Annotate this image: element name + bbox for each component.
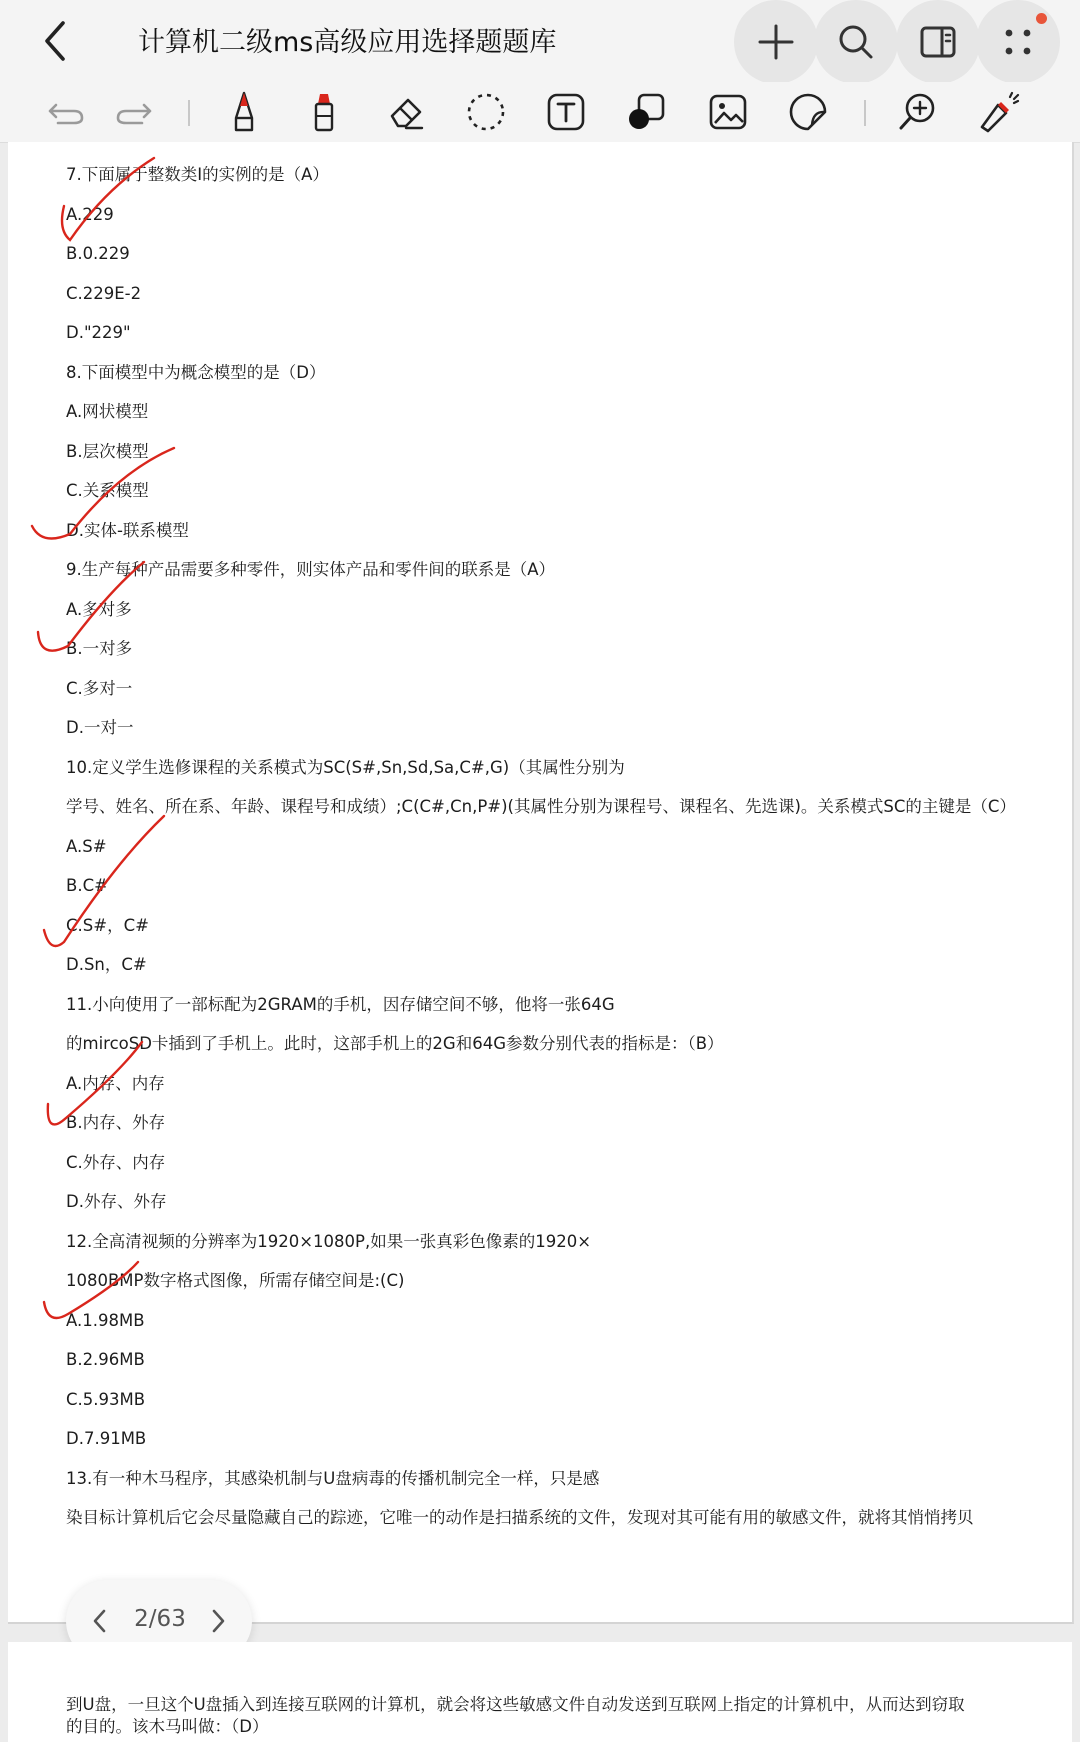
text-line: B.层次模型	[66, 441, 149, 461]
checkmark	[32, 448, 174, 539]
chevron-left-icon	[35, 17, 75, 65]
text-line: C.多对一	[66, 678, 133, 698]
text-line: 10.定义学生选修课程的关系模式为SC(S#,Sn,Sd,Sa,C#,G)（其属性分别为	[66, 757, 625, 777]
sticker-icon	[787, 91, 829, 133]
shape-tool[interactable]	[620, 88, 672, 136]
text-line: A.内存、内存	[66, 1073, 165, 1093]
text-line: B.C#	[66, 876, 108, 895]
highlighter-tool[interactable]	[298, 88, 350, 136]
text-line: 1080BMP数字格式图像，所需存储空间是:(C)	[66, 1271, 405, 1290]
text-line: A.1.98MB	[66, 1310, 145, 1330]
toolbar-divider	[864, 100, 866, 126]
previous-page-button[interactable]	[80, 1601, 120, 1641]
redo-icon	[114, 97, 154, 127]
image-tool[interactable]	[702, 88, 754, 136]
checkmark	[44, 1262, 138, 1318]
text-line: C.S#，C#	[66, 915, 149, 935]
eraser-icon	[386, 92, 426, 132]
zoom-in-icon	[897, 91, 939, 133]
undo-button[interactable]	[40, 88, 92, 136]
checkmark	[38, 562, 144, 651]
text-line: 染目标计算机后它会尽量隐藏自己的踪迹，它唯一的动作是扫描系统的文件，发现对其可能有用的敏感文件，就将其悄悄拷贝	[66, 1508, 974, 1527]
search-button[interactable]	[814, 0, 898, 84]
text-line: B.0.229	[66, 244, 130, 263]
pen-tool[interactable]	[218, 88, 270, 136]
back-button[interactable]	[20, 6, 90, 76]
text-line: D.实体-联系模型	[66, 520, 189, 540]
text-line: 到U盘，一旦这个U盘插入到连接互联网的计算机，就会将这些敏感文件自动发送到互联网上指定的计算机中，从而达到窃取	[66, 1695, 965, 1714]
document-title: 计算机二级ms高级应用选择题题库	[138, 27, 557, 58]
handwritten-checkmarks	[8, 142, 1072, 1622]
layout-button[interactable]	[896, 0, 980, 84]
notification-dot	[1036, 13, 1047, 24]
page-indicator: 2/63	[134, 1606, 186, 1632]
text-line: B.内存、外存	[66, 1113, 166, 1132]
pen-icon	[227, 90, 261, 134]
next-document-page[interactable]	[8, 1642, 1072, 1742]
zoom-in-tool[interactable]	[892, 88, 944, 136]
text-line: 9.生产每种产品需要多种零件，则实体产品和零件间的联系是（A）	[66, 560, 556, 579]
redo-button[interactable]	[108, 88, 160, 136]
add-button[interactable]	[734, 0, 818, 84]
text-line: A.S#	[66, 836, 107, 856]
page-text	[66, 1694, 1026, 1738]
text-line: A.229	[66, 204, 114, 224]
chevron-left-icon	[90, 1608, 110, 1634]
more-button[interactable]	[976, 0, 1060, 84]
text-line: D.外存、外存	[66, 1192, 167, 1211]
text-line: 的mircoSD卡插到了手机上。此时，这部手机上的2G和64G参数分别代表的指标是：（B）	[66, 1034, 724, 1053]
text-line: 学号、姓名、所在系、年龄、课程号和成绩）;C(C#,Cn,P#)(其属性分别为课程号、课程名、先选课)。关系模式SC的主键是（C）	[66, 797, 1016, 816]
laser-pointer-tool[interactable]	[972, 88, 1024, 136]
eraser-tool[interactable]	[380, 88, 432, 136]
text-line: A.多对多	[66, 599, 132, 619]
document-page[interactable]	[8, 142, 1074, 1624]
lasso-icon	[465, 91, 507, 133]
text-line: 的目的。该木马叫做：（D）	[66, 1717, 269, 1736]
text-line: 12.全高清视频的分辨率为1920×1080P,如果一张真彩色像素的1920×	[66, 1231, 592, 1251]
checkmark	[62, 158, 154, 240]
checkmark	[44, 816, 164, 946]
text-line: 7.下面属于整数类I的实例的是（A）	[66, 165, 329, 184]
split-view-icon	[918, 22, 958, 62]
text-tool[interactable]	[540, 88, 592, 136]
text-line: C.关系模型	[66, 481, 149, 500]
shape-icon	[625, 91, 667, 133]
chevron-right-icon	[208, 1608, 228, 1634]
text-line: C.外存、内存	[66, 1152, 166, 1172]
search-icon	[836, 22, 876, 62]
top-app-bar	[0, 0, 1080, 82]
toolbar-divider	[188, 100, 190, 126]
lasso-tool[interactable]	[460, 88, 512, 136]
text-line: A.网状模型	[66, 402, 149, 421]
text-line: B.2.96MB	[66, 1350, 145, 1369]
text-line: 11.小向使用了一部标配为2GRAM的手机，因存储空间不够，他将一张64G	[66, 994, 615, 1014]
text-line: D.7.91MB	[66, 1429, 147, 1448]
checkmark	[48, 1042, 142, 1124]
highlighter-icon	[307, 90, 341, 134]
text-icon	[545, 91, 587, 133]
text-line: 8.下面模型中为概念模型的是（D）	[66, 362, 326, 382]
plus-icon	[756, 22, 796, 62]
text-line: D.一对一	[66, 718, 134, 737]
text-line: C.5.93MB	[66, 1389, 146, 1409]
undo-icon	[46, 97, 86, 127]
more-dots-icon	[998, 22, 1038, 62]
text-line: D.Sn，C#	[66, 955, 147, 974]
next-page-button[interactable]	[198, 1601, 238, 1641]
laser-pointer-icon	[976, 91, 1020, 133]
text-line: 13.有一种木马程序，其感染机制与U盘病毒的传播机制完全一样，只是感	[66, 1468, 600, 1488]
text-line: D."229"	[66, 323, 131, 342]
text-line: C.229E-2	[66, 283, 142, 303]
image-icon	[707, 91, 749, 133]
sticker-tool[interactable]	[782, 88, 834, 136]
annotation-toolbar	[0, 82, 1080, 143]
text-line: B.一对多	[66, 639, 133, 658]
